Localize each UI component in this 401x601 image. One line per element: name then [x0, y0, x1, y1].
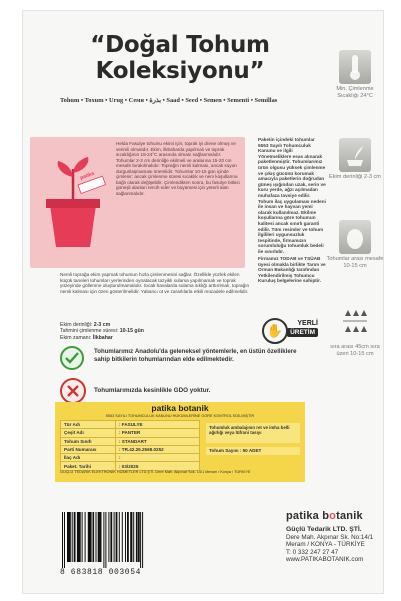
label-table	[60, 420, 200, 471]
thermometer-icon	[339, 50, 371, 84]
table-row: Tohum Sınıfı : STANDART	[61, 437, 200, 445]
barcode-bar	[85, 512, 86, 562]
title-line-1: “Doğal Tohum	[90, 32, 270, 58]
barcode-bar	[82, 512, 83, 562]
seed-count: Tohum Sayısı : 50 ADET	[206, 447, 300, 455]
sidebar-item-temperature: Min. Çimlenme Sıcaklığı 24°C	[326, 50, 384, 99]
barcode-bar	[138, 512, 140, 562]
natural-note: Tohumlarımız Anadolu'da geleneksel yöntemlerle, en üstün özelliklere sahip bitkilerin tohumlarından elde edilmektedir.	[60, 344, 340, 372]
barcode-bar	[127, 512, 129, 562]
table-row: Tür Adı : FASULYE	[61, 421, 200, 429]
label-brand: patika botanik	[55, 402, 305, 414]
barcode-bar	[125, 512, 126, 562]
brand-logo: patika botanik	[286, 510, 363, 522]
label-law-text: 5553 SAYILI TOHUMCULUK KANUNU HÜKÜMLERİNE GÖRE KONTROL EDİLMİŞTİR	[105, 414, 255, 418]
pot-tag-label: patika	[79, 170, 96, 182]
sidebar-item-spacing: Tohumlar arası mesafe 10-15 cm	[326, 220, 384, 269]
regulation-text: Paketin içindeki tohumlar 5553 Sayılı Tohumculuk Kanunu ve ilgili Yönetmeliklere esas alınarak paketlenmiştir. Tohumlarımız ürün olgusu yüksek çimlenme ve çıkış gücünü korumak amacıyla paketlerin doğrudan güneş ışığından uzak, serin ve kuru yerde, ağzı açılmadan muhafaza tavsiye edilir. Tohum ilaç uygulaması nedeni ile insan ve hayvan yemi olarak kullanılmaz. Ekilme koşullarına göre tohumun kalitesi ancak sınırlı garanti edilir. Tüm resimler ve tohum ilgilileri uygunsuzluk tespitinde, firmamızın sorumluluğu tohumluk bedeli ile sınırlıdır.	[258, 137, 326, 254]
barcode-bar	[116, 512, 118, 562]
barcode-bar	[96, 512, 97, 562]
company-info: Güçlü Tedarik LTD. ŞTİ. Dere Mah. Akpınar Sk. No:14/1 Meram / KONYA - TÜRKİYE T: 0 332 247 27 47 www.PATIKABOTANIK.com	[286, 526, 374, 564]
sidebar-item-depth: Ekim derinliği 2-3 cm	[326, 138, 384, 181]
growing-info-box	[30, 137, 245, 268]
handshake-icon: ✋	[262, 318, 288, 344]
label-footer: GÜÇLÜ TEDARİK ELEKTRONİK HİZMETLER LTD.ŞTİ. Dere Mah. Akpınar Sok. 14/1 Meram / Konya / TÜRKİYE	[60, 470, 251, 474]
barcode-bar	[67, 512, 69, 562]
gmo-free-note: Tohumlarımızda kesinlikle GDO yoktur.	[60, 378, 340, 406]
barcode-bar	[79, 512, 81, 562]
barcode-bar	[62, 512, 63, 568]
barcode-bar	[74, 512, 76, 562]
packet-title	[70, 32, 290, 84]
barcode-bar	[133, 512, 134, 562]
table-row: İlaç Adı :	[61, 454, 200, 462]
barcode-bar	[136, 512, 138, 562]
checkmark-icon	[60, 346, 84, 370]
barcode-bar	[69, 512, 71, 562]
barcode-bar	[122, 512, 123, 562]
barcode-bar	[98, 512, 100, 562]
barcode-bar	[130, 512, 132, 562]
row-spacing-icon	[339, 302, 371, 342]
watering-instructions: Nemli toprağa ekim yapmak tohumun hızla çimlenmesini sağlar. Özellikle yüzlek ekilen küçük taneleri tohumları yerlerinden oynatacak tazyikli sulama yapılmamalı ve toprak yüzeyinde göllenme oluşturulmamalıdır. Sıcak havalarda sulama sıklığı arttırılmalı, toprağın nemli kalması için özen gösterilmelidir. Yabancı ot ve zararlılarla etkili mücadele edilmelidir.	[60, 272, 250, 294]
barcode-bar	[64, 512, 65, 568]
table-row: Parti Numarası : TR.42.25.2568.0252	[61, 445, 200, 453]
barcode-bar	[90, 512, 92, 562]
barcode-bar	[93, 512, 95, 562]
barcode	[60, 512, 188, 568]
title-line-2: Koleksiyonu”	[95, 58, 265, 84]
languages-line: Tohum • Toxum • Urug • Семя • بذرة • Saad • Seed • Semen • Sementi • Semillas	[60, 97, 278, 104]
barcode-bar	[105, 512, 106, 568]
plant-pot-icon	[38, 155, 108, 255]
barcode-bar	[88, 512, 90, 562]
barcode-bar	[114, 512, 115, 562]
table-row: Çeşit Adı : PANTER	[61, 429, 200, 437]
barcode-bar	[108, 512, 109, 562]
label-note: Tohumluk ambalajının ret ve imha belli ağırlığı veya lüfrani tasıyı	[206, 423, 300, 443]
table-row: Paket. Tarihi : 03/2025	[61, 462, 200, 470]
barcode-bar	[119, 512, 120, 562]
seed-spacing-icon	[339, 220, 371, 254]
barcode-bar	[142, 512, 143, 568]
barcode-bar	[77, 512, 79, 562]
barcode-bar	[72, 512, 73, 562]
barcode-bar	[110, 512, 112, 562]
local-production-badge: ✋ YERLİ ÜRETİM	[262, 318, 322, 350]
barcode-number: 8 683818 003054	[60, 568, 142, 577]
barcode-bar	[140, 512, 141, 568]
barcode-bar	[100, 512, 102, 562]
sowing-stats: Ekim derinliği: 2-3 cm Tahmini çimlenme süresi: 10-15 gün Ekim zamanı: İlkbahar	[60, 322, 144, 341]
growing-info-text: Helda Fasulye tohumu ekimi için, toprak iyi drene olmuş ve verimli olmalıdır. Ekim, ilkbaharda yapılmalı ve toprak sıcaklığının 18-24°C arasında olması sağlanmalıdır. Tohumlar 2-3 cm derinliğe ekilmeli ve aralarına 15-20 cm mesafe bırakılmalıdır. Toprağın nemli kalması, ancak suyun durgunlaşmaması önemlidir. Tohumlar 10-15 gün içinde çimlenir; ancak çimlenme süresi sıcaklık ve nem koşullarına bağlı olarak değişebilir. Çimlendikten sonra, bu fasulye bitkisi güneşli alanları tercih eder ve büyümesi için yeterli alan sağlanmalıdır.	[116, 141, 240, 196]
membership-text: Firmamız TODAB ve TSÜAB üyesi olmakla birlikte Tarım ve Orman Bakanlığı tarafından Yetkilendirilmiş Tohumcu Kuruluş belgelerine sahiptir.	[258, 256, 326, 284]
certification-label	[55, 402, 305, 482]
sidebar-item-row: sıra arası 45cm sıra üzeri 10-15 cm	[326, 302, 384, 357]
barcode-bar	[103, 512, 104, 568]
no-gmo-icon	[60, 378, 86, 404]
sowing-depth-icon	[339, 138, 371, 172]
